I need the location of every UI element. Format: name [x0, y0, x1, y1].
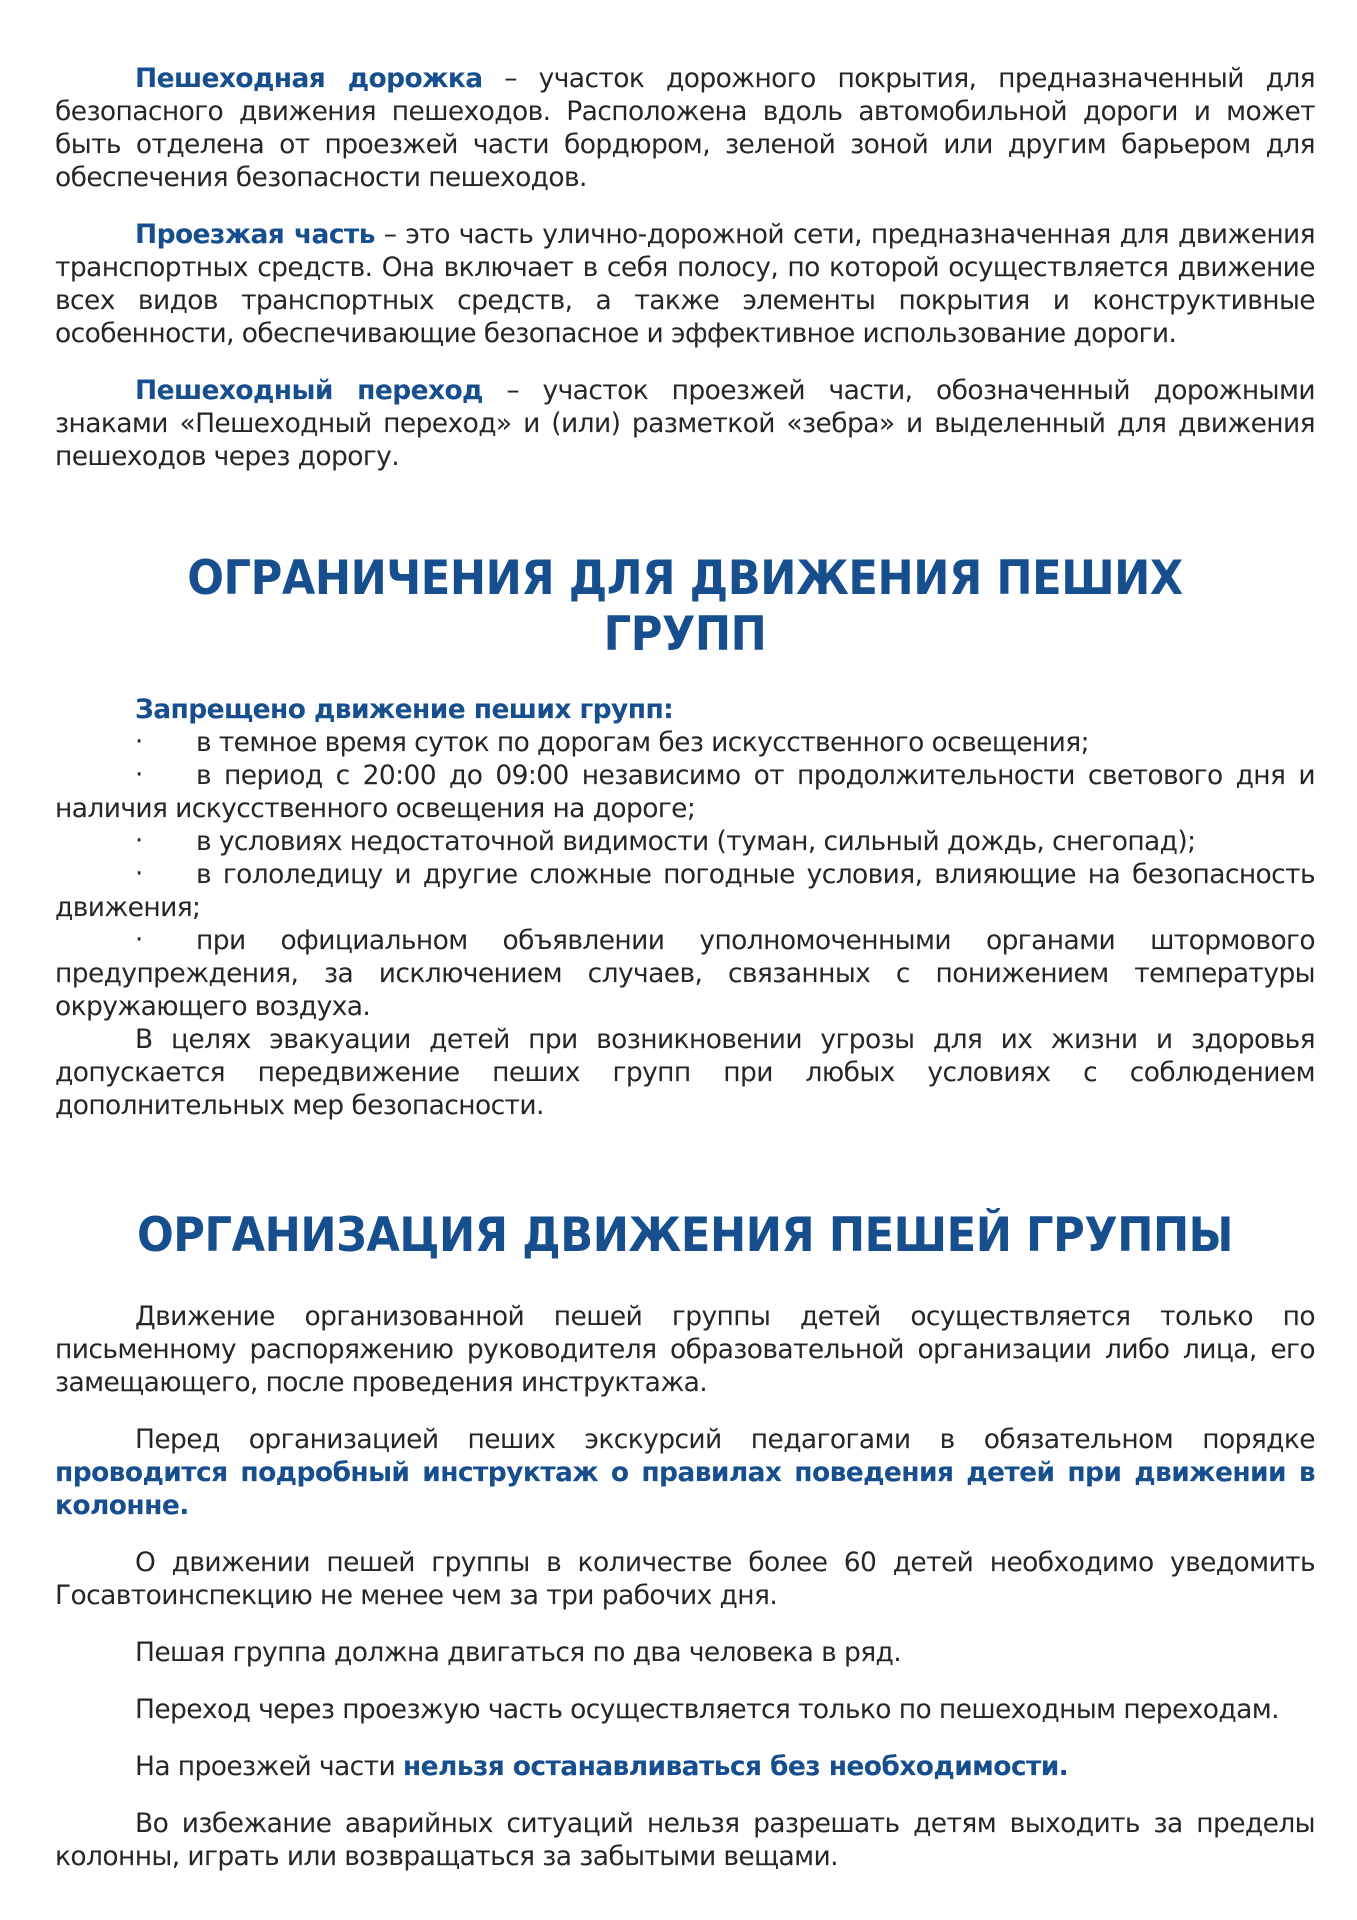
list-item: [55, 825, 1315, 858]
document-page: [55, 62, 1315, 1873]
list-item-text: в гололедицу и другие сложные погодные условия, влияющие на безопасность движения;: [55, 859, 1315, 923]
paragraph-notification: О движении пешей группы в количестве более 60 детей необходимо уведомить Госавтоинспекцию не менее чем за три рабочих дня.: [55, 1547, 1315, 1611]
section-heading-restrictions: ОГРАНИЧЕНИЯ ДЛЯ ДВИЖЕНИЯ ПЕШИХ ГРУПП: [187, 551, 1183, 662]
definition-text: – это часть улично-дорожной сети, предназначенная для движения транспортных средств. Она включает в себя полосу, по которой осуществляется движение всех видов транспортных средств, а также элементы покрытия и конструктивные особенности, обеспечивающие безопасное и эффективное использование дороги.: [55, 219, 1316, 349]
bullet-icon: ·: [135, 727, 143, 757]
section-heading-organization: ОРГАНИЗАЦИЯ ДВИЖЕНИЯ ПЕШЕЙ ГРУППЫ: [136, 1208, 1234, 1263]
list-item: [55, 726, 1315, 759]
definition-text: – участок дорожного покрытия, предназначенный для безопасного движения пешеходов. Расположена вдоль автомобильной дороги и может быть отделена от проезжей части бордюром, зеленой зоной или другим барьером для обеспечения безопасности пешеходов.: [55, 63, 1316, 193]
list-item-text: при официальном объявлении уполномоченными органами штормового предупреждения, за исключением случаев, связанных с понижением температуры окружающего воздуха.: [55, 925, 1315, 1022]
list-item-text: в темное время суток по дорогам без искусственного освещения;: [196, 727, 1089, 758]
list-item: [55, 924, 1315, 1023]
definition-text: – участок проезжей части, обозначенный дорожными знаками «Пешеходный переход» и (или) разметкой «зебра» и выделенный для движения пешеходов через дорогу.: [55, 375, 1315, 472]
paragraph-crossing: Переход через проезжую часть осуществляется только по пешеходным переходам.: [135, 1694, 1279, 1725]
bullet-icon: ·: [135, 760, 143, 790]
bullet-icon: ·: [135, 859, 143, 889]
list-item-text: в период с 20:00 до 09:00 независимо от продолжительности светового дня и наличия искусственного освещения на дороге;: [55, 760, 1315, 824]
list-item: [55, 858, 1315, 924]
term-crosswalk: Пешеходный переход: [135, 375, 483, 406]
paragraph-text: На проезжей части: [135, 1751, 403, 1782]
paragraph-two-in-row: Пешая группа должна двигаться по два человека в ряд.: [135, 1637, 902, 1668]
paragraph-text: Перед организацией пеших экскурсий педагогами в обязательном порядке: [135, 1424, 1315, 1455]
bullet-icon: ·: [135, 826, 143, 856]
term-roadway: Проезжая часть: [135, 219, 375, 250]
list-item-text: в условиях недостаточной видимости (туман, сильный дождь, снегопад);: [196, 826, 1196, 857]
bullet-icon: ·: [135, 925, 143, 955]
definition-crosswalk: [55, 374, 1315, 473]
definition-roadway: [55, 218, 1315, 350]
highlight-text: проводится подробный инструктаж о правилах поведения детей при движении в колонне.: [55, 1457, 1315, 1521]
paragraph-no-stopping: [55, 1750, 1315, 1783]
list-item: [55, 759, 1315, 825]
paragraph-order: Движение организованной пешей группы детей осуществляется только по письменному распоряжению руководителя образовательной организации либо лица, его замещающего, после проведения инструктажа.: [55, 1301, 1315, 1398]
highlight-text: нельзя останавливаться без необходимости.: [402, 1751, 1069, 1782]
definition-pedestrian-path: [55, 62, 1315, 194]
restrictions-subheading: Запрещено движение пеших групп:: [135, 694, 674, 725]
term-pedestrian-path: Пешеходная дорожка: [135, 63, 483, 94]
evacuation-note: В целях эвакуации детей при возникновении угрозы для их жизни и здоровья допускается передвижение пеших групп при любых условиях с соблюдением дополнительных мер безопасности.: [55, 1024, 1315, 1121]
paragraph-briefing: [55, 1423, 1315, 1522]
paragraph-safety: Во избежание аварийных ситуаций нельзя разрешать детям выходить за пределы колонны, играть или возвращаться за забытыми вещами.: [55, 1808, 1315, 1872]
